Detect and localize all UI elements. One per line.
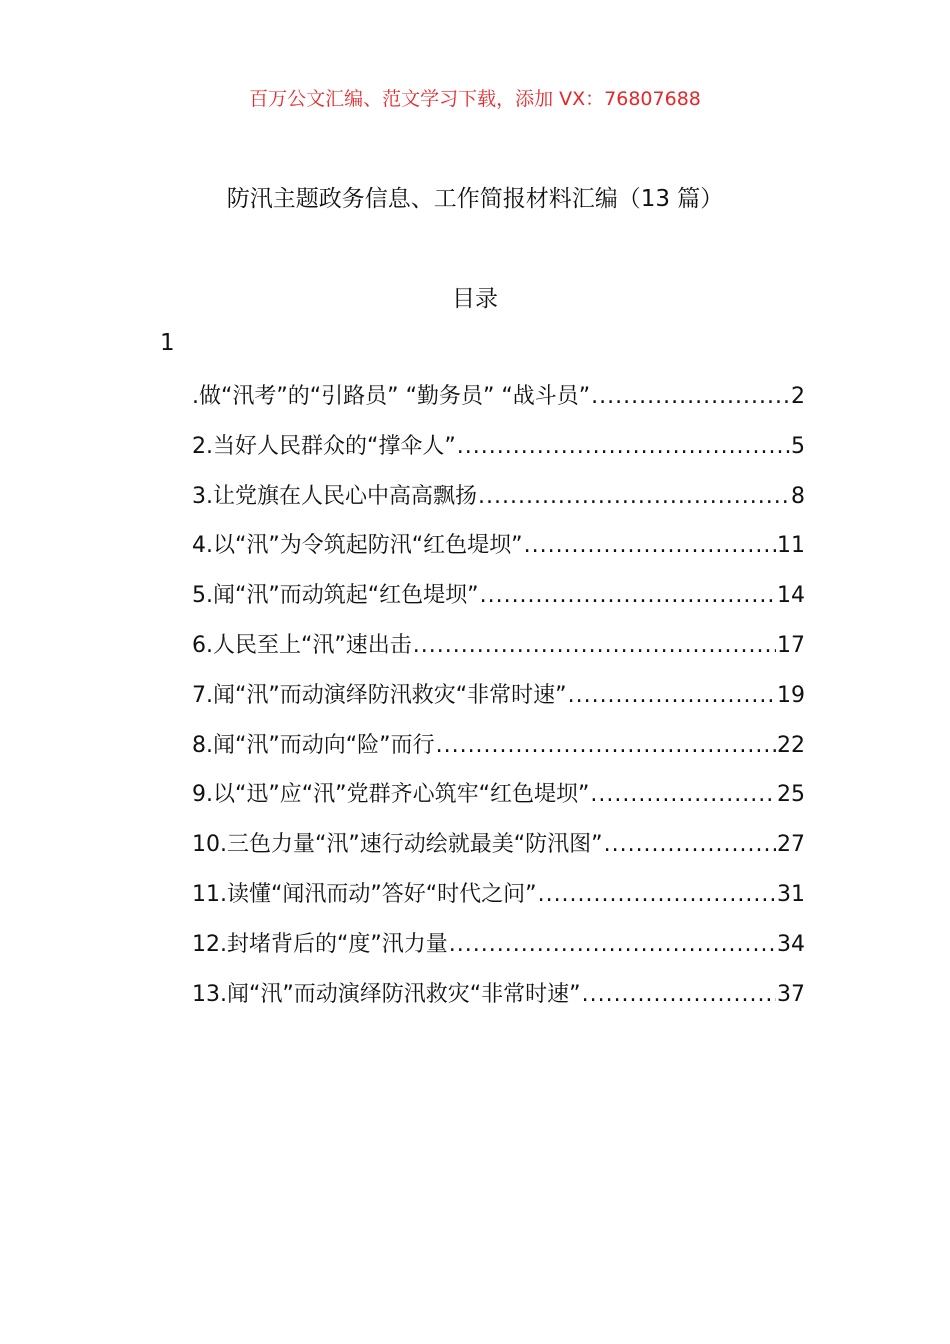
dot-leader — [582, 982, 776, 1007]
toc-entry-title: 6.人民至上“汛”速出击 — [192, 632, 412, 658]
toc-entry[interactable] — [192, 379, 805, 429]
dot-leader — [436, 733, 776, 758]
toc-entry-title: 4.以“汛”为令筑起防汛“红色堤坝” — [192, 533, 523, 559]
table-of-contents — [192, 379, 805, 1026]
dot-leader — [480, 583, 776, 608]
toc-entry[interactable] — [192, 977, 805, 1027]
dot-leader — [457, 434, 790, 459]
toc-entry-page: 31 — [777, 881, 805, 907]
toc-entry-title: 3.让党旗在人民心中高高飘扬 — [192, 483, 477, 509]
toc-entry[interactable] — [192, 628, 805, 678]
toc-entry-title: 12.封堵背后的“度”汛力量 — [192, 931, 448, 957]
dot-leader — [604, 832, 776, 857]
toc-entry-title: 5.闻“汛”而动筑起“红色堤坝” — [192, 583, 479, 609]
toc-entry[interactable] — [192, 827, 805, 877]
toc-entry-page: 5 — [791, 433, 805, 459]
toc-entry[interactable] — [192, 728, 805, 778]
toc-entry-page: 8 — [791, 483, 805, 509]
document-title: 防汛主题政务信息、工作简报材料汇编（13 篇） — [226, 186, 724, 212]
toc-entry[interactable] — [192, 578, 805, 628]
toc-entry-title: 10.三色力量“汛”速行动绘就最美“防汛图” — [192, 832, 603, 858]
toc-entry-title: .做“汛考”的“引路员” “勤务员” “战斗员” — [192, 384, 591, 409]
toc-entry[interactable] — [192, 429, 805, 479]
stray-number: 1 — [160, 330, 175, 356]
toc-entry-page: 19 — [777, 682, 805, 708]
toc-entry-title: 9.以“迅”应“汛”党群齐心筑牢“红色堤坝” — [192, 782, 590, 808]
toc-entry-title: 13.闻“汛”而动演绎防汛救灾“非常时速” — [192, 981, 581, 1007]
toc-heading: 目录 — [452, 286, 498, 312]
toc-entry-page: 37 — [777, 981, 805, 1007]
toc-entry-page: 17 — [777, 632, 805, 658]
toc-entry-page: 25 — [777, 782, 805, 808]
dot-leader — [413, 633, 776, 658]
toc-entry-title: 7.闻“汛”而动演绎防汛救灾“非常时速” — [192, 682, 567, 708]
toc-entry-page: 27 — [777, 832, 805, 858]
toc-entry[interactable] — [192, 678, 805, 728]
dot-leader — [568, 683, 776, 708]
toc-entry[interactable] — [192, 927, 805, 977]
toc-entry-page: 14 — [777, 583, 805, 609]
toc-entry-title: 11.读懂“闻汛而动”答好“时代之问” — [192, 881, 537, 907]
download-banner: 百万公文汇编、范文学习下载，添加 VX：76807688 — [249, 88, 701, 110]
toc-entry-title: 2.当好人民群众的“撑伞人” — [192, 433, 456, 459]
dot-leader — [538, 882, 776, 907]
toc-entry[interactable] — [192, 877, 805, 927]
toc-entry-title: 8.闻“汛”而动向“险”而行 — [192, 732, 435, 758]
dot-leader — [524, 533, 776, 558]
toc-entry[interactable] — [192, 479, 805, 529]
toc-entry-page: 2 — [791, 384, 805, 409]
dot-leader — [449, 932, 776, 957]
dot-leader — [591, 384, 790, 409]
toc-entry-page: 34 — [777, 931, 805, 957]
toc-entry-page: 22 — [777, 732, 805, 758]
toc-entry-page: 11 — [777, 533, 805, 559]
dot-leader — [590, 782, 776, 807]
dot-leader — [478, 484, 790, 509]
toc-entry[interactable] — [192, 777, 805, 827]
toc-entry[interactable] — [192, 528, 805, 578]
